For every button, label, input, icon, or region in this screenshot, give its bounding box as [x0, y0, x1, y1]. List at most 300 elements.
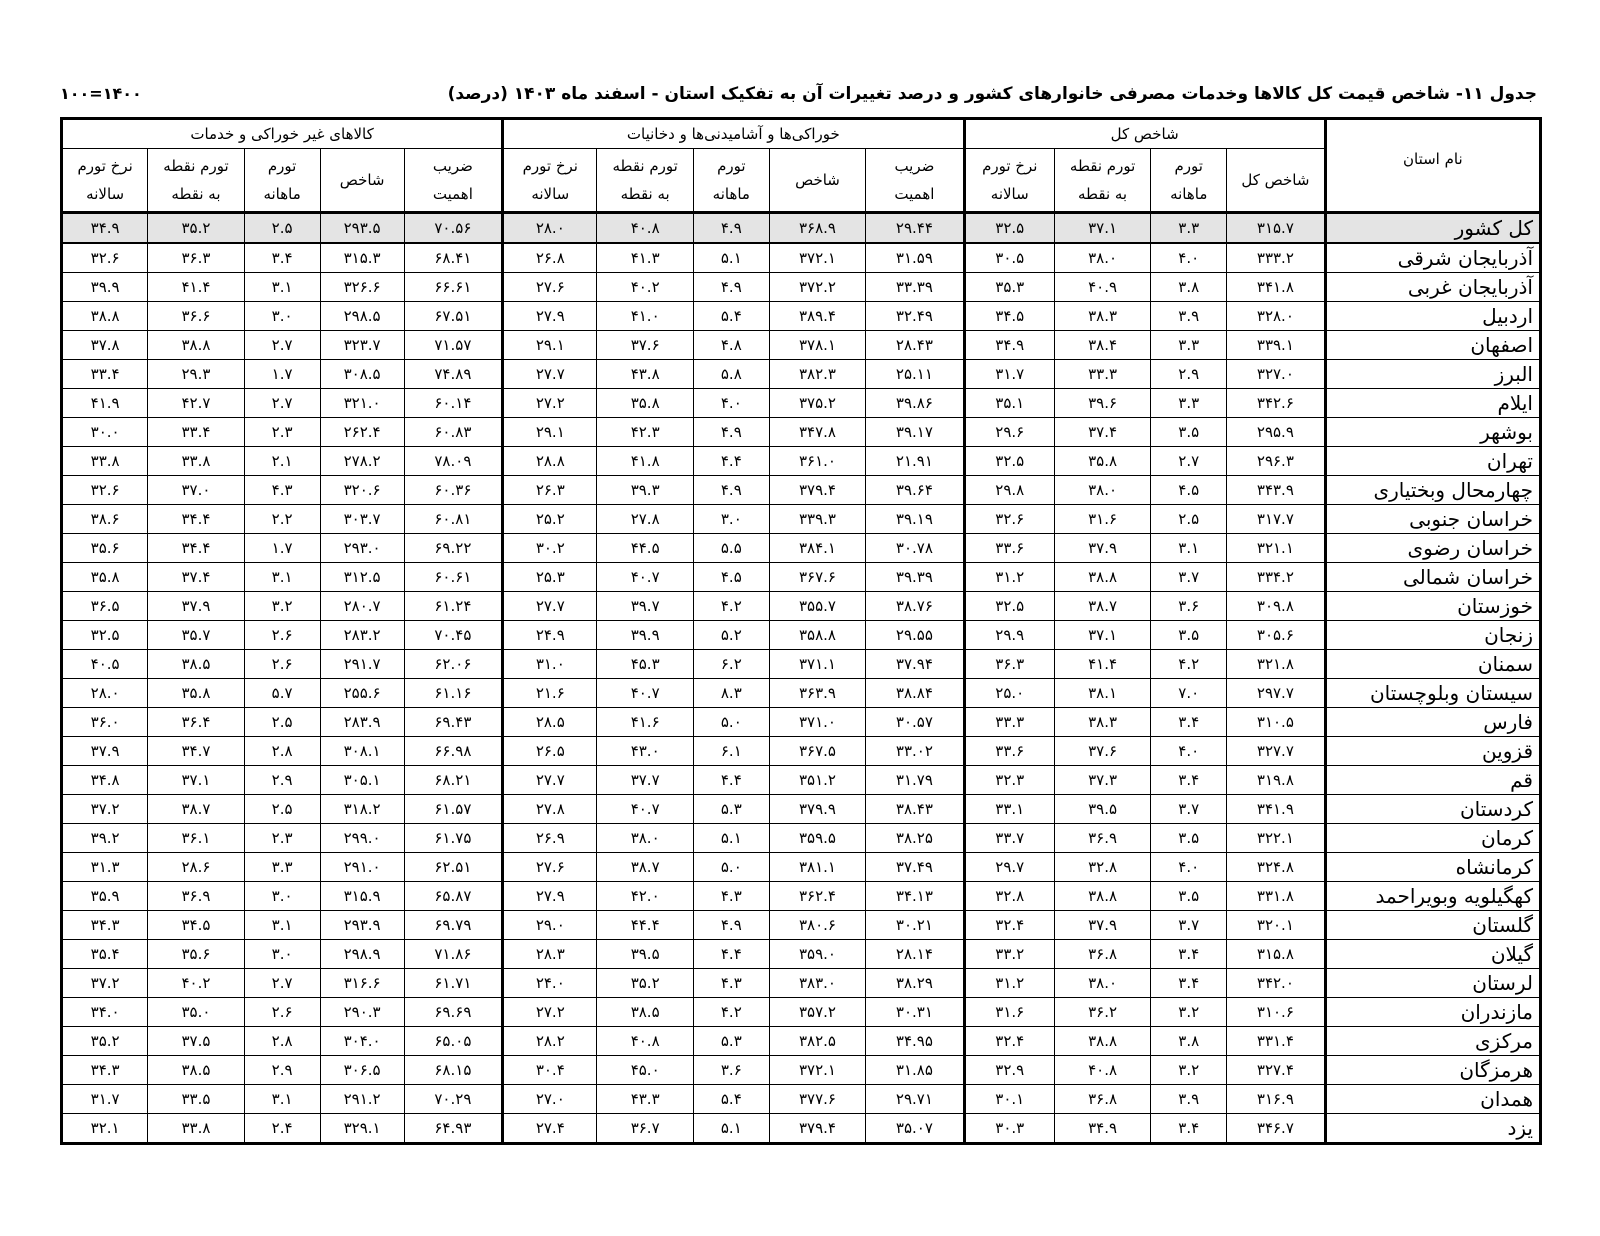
table-cell: ۳۴۷.۸ — [769, 418, 865, 447]
table-cell: ۳۶۸.۹ — [769, 213, 865, 244]
table-row — [62, 824, 1541, 853]
table-cell: ۳۷.۴ — [148, 563, 244, 592]
table-cell: ۳۹.۶ — [1054, 389, 1150, 418]
table-cell: ۲۸۰.۷ — [320, 592, 404, 621]
table-cell: ۲۷.۹ — [503, 882, 597, 911]
table-cell: ۳۹.۸۶ — [866, 389, 964, 418]
table-row — [62, 853, 1541, 882]
table-row — [62, 331, 1541, 360]
header-total-point: تورم نقطه به نقطه — [1054, 149, 1150, 213]
table-cell: ۳۴۳.۹ — [1227, 476, 1325, 505]
table-cell: ۴.۳ — [693, 969, 769, 998]
table-cell: ۳۳.۶ — [964, 534, 1054, 563]
table-cell: ۲۷.۸ — [503, 795, 597, 824]
table-cell: ۳۸.۸ — [148, 331, 244, 360]
table-cell: ۳۵.۸ — [62, 563, 148, 592]
table-cell: ۲۷.۷ — [503, 360, 597, 389]
table-cell: ۳۲۱.۸ — [1227, 650, 1325, 679]
table-cell: ۳۵۸.۸ — [769, 621, 865, 650]
table-cell: ۲۷.۶ — [503, 273, 597, 302]
province-name: سیستان وبلوچستان — [1325, 679, 1540, 708]
province-name: فارس — [1325, 708, 1540, 737]
table-cell: ۴۱.۹ — [62, 389, 148, 418]
table-cell: ۳۳.۶ — [964, 737, 1054, 766]
table-cell: ۵.۳ — [693, 795, 769, 824]
table-cell: ۲.۴ — [244, 1114, 320, 1144]
table-cell: ۲۹۸.۵ — [320, 302, 404, 331]
table-cell: ۳۳.۸ — [148, 447, 244, 476]
table-cell: ۳۱.۰ — [503, 650, 597, 679]
table-cell: ۳.۴ — [244, 243, 320, 273]
province-name: کرمانشاه — [1325, 853, 1540, 882]
table-cell: ۲.۳ — [244, 824, 320, 853]
table-cell: ۴۴.۵ — [597, 534, 693, 563]
table-cell: ۳۱.۶ — [964, 998, 1054, 1027]
table-cell: ۳۵.۴ — [62, 940, 148, 969]
table-cell: ۳۱.۳ — [62, 853, 148, 882]
table-cell: ۲۷۸.۲ — [320, 447, 404, 476]
table-cell: ۳۲۷.۷ — [1227, 737, 1325, 766]
table-cell: ۲۹.۰ — [503, 911, 597, 940]
table-cell: ۲۱.۶ — [503, 679, 597, 708]
table-cell: ۶.۲ — [693, 650, 769, 679]
table-cell: ۳.۶ — [1151, 592, 1227, 621]
table-cell: ۸.۳ — [693, 679, 769, 708]
table-cell: ۴۲.۰ — [597, 882, 693, 911]
table-cell: ۳۱۵.۳ — [320, 243, 404, 273]
table-cell: ۳۵.۷ — [148, 621, 244, 650]
table-cell: ۲۷.۶ — [503, 853, 597, 882]
table-cell: ۳۱۹.۸ — [1227, 766, 1325, 795]
province-name: ایلام — [1325, 389, 1540, 418]
table-cell: ۳.۱ — [244, 563, 320, 592]
table-cell: ۳۴۲.۶ — [1227, 389, 1325, 418]
table-cell: ۲.۹ — [244, 1056, 320, 1085]
table-cell: ۳.۳ — [1151, 213, 1227, 244]
table-cell: ۶۰.۱۴ — [404, 389, 502, 418]
table-cell: ۳۳۱.۴ — [1227, 1027, 1325, 1056]
table-cell: ۲۹.۳ — [148, 360, 244, 389]
table-cell: ۳۱۵.۹ — [320, 882, 404, 911]
table-cell: ۳۶.۶ — [148, 302, 244, 331]
header-total-annual: نرخ تورم سالانه — [964, 149, 1054, 213]
table-row — [62, 679, 1541, 708]
province-name: مازندران — [1325, 998, 1540, 1027]
table-cell: ۶.۱ — [693, 737, 769, 766]
table-cell: ۷۰.۲۹ — [404, 1085, 502, 1114]
table-cell: ۳۸.۳ — [1054, 302, 1150, 331]
table-row — [62, 534, 1541, 563]
table-row — [62, 795, 1541, 824]
province-name: خراسان رضوی — [1325, 534, 1540, 563]
province-name: خراسان جنوبی — [1325, 505, 1540, 534]
table-cell: ۲۹۳.۵ — [320, 213, 404, 244]
table-cell: ۳۰۸.۵ — [320, 360, 404, 389]
table-cell: ۳.۳ — [1151, 389, 1227, 418]
province-name: کهگیلویه وبویراحمد — [1325, 882, 1540, 911]
table-cell: ۲۸.۶ — [148, 853, 244, 882]
table-cell: ۳۲۳.۷ — [320, 331, 404, 360]
table-cell: ۳۵.۱ — [964, 389, 1054, 418]
table-cell: ۳۴.۹ — [1054, 1114, 1150, 1144]
table-cell: ۴۰.۲ — [148, 969, 244, 998]
table-cell: ۲.۵ — [1151, 505, 1227, 534]
table-cell: ۲۹۶.۳ — [1227, 447, 1325, 476]
table-cell: ۳۳.۴ — [148, 418, 244, 447]
table-cell: ۲۸.۴۳ — [866, 331, 964, 360]
table-cell: ۴۰.۸ — [597, 213, 693, 244]
table-cell: ۳۷.۴ — [1054, 418, 1150, 447]
header-group-food: خوراکی‌ها و آشامیدنی‌ها و دخانیات — [503, 119, 965, 149]
province-name: بوشهر — [1325, 418, 1540, 447]
table-cell: ۲.۱ — [244, 447, 320, 476]
table-cell: ۲۸۳.۲ — [320, 621, 404, 650]
header-nonfood-point: تورم نقطه به نقطه — [148, 149, 244, 213]
table-cell: ۳۸.۷ — [597, 853, 693, 882]
table-cell: ۲۶.۹ — [503, 824, 597, 853]
table-cell: ۳۳.۴ — [62, 360, 148, 389]
table-cell: ۳۰.۲ — [503, 534, 597, 563]
table-cell: ۳۷.۷ — [597, 766, 693, 795]
table-cell: ۳۳.۰۲ — [866, 737, 964, 766]
table-cell: ۳۳۱.۸ — [1227, 882, 1325, 911]
table-cell: ۳۲.۶ — [62, 476, 148, 505]
table-cell: ۳.۲ — [244, 592, 320, 621]
header-total-monthly: تورم ماهانه — [1151, 149, 1227, 213]
table-cell: ۳۷۲.۲ — [769, 273, 865, 302]
table-cell: ۳.۴ — [1151, 969, 1227, 998]
table-cell: ۳۱.۵۹ — [866, 243, 964, 273]
table-cell: ۳۰۳.۷ — [320, 505, 404, 534]
table-cell: ۳۶.۷ — [597, 1114, 693, 1144]
province-name: اصفهان — [1325, 331, 1540, 360]
table-cell: ۳۴.۷ — [148, 737, 244, 766]
table-cell: ۳۱۵.۸ — [1227, 940, 1325, 969]
table-cell: ۳۸.۰ — [1054, 243, 1150, 273]
table-cell: ۳۱.۷۹ — [866, 766, 964, 795]
table-cell: ۳۳۳.۲ — [1227, 243, 1325, 273]
table-cell: ۲۹.۵۵ — [866, 621, 964, 650]
table-cell: ۳۹.۲ — [62, 824, 148, 853]
table-cell: ۳۰۵.۱ — [320, 766, 404, 795]
table-cell: ۲۹۸.۹ — [320, 940, 404, 969]
table-cell: ۳۶.۲ — [1054, 998, 1150, 1027]
table-cell: ۴.۲ — [693, 592, 769, 621]
table-cell: ۳.۵ — [1151, 621, 1227, 650]
table-cell: ۲۸.۰ — [62, 679, 148, 708]
table-cell: ۳۶.۴ — [148, 708, 244, 737]
header-total-index: شاخص کل — [1227, 149, 1325, 213]
table-cell: ۳۷۹.۹ — [769, 795, 865, 824]
table-cell: ۴۱.۳ — [597, 243, 693, 273]
table-cell: ۶۸.۴۱ — [404, 243, 502, 273]
table-cell: ۲۹.۷ — [964, 853, 1054, 882]
table-cell: ۳۶۲.۴ — [769, 882, 865, 911]
table-cell: ۳۷.۰ — [148, 476, 244, 505]
table-cell: ۷۰.۴۵ — [404, 621, 502, 650]
table-cell: ۲.۹ — [1151, 360, 1227, 389]
table-cell: ۶۹.۲۲ — [404, 534, 502, 563]
table-cell: ۳۷.۹ — [1054, 911, 1150, 940]
table-cell: ۲۸.۲ — [503, 1027, 597, 1056]
table-cell: ۲۶.۸ — [503, 243, 597, 273]
table-row — [62, 737, 1541, 766]
table-cell: ۳۸.۸ — [62, 302, 148, 331]
table-row — [62, 940, 1541, 969]
table-cell: ۶۲.۵۱ — [404, 853, 502, 882]
table-cell: ۳۲.۴ — [964, 911, 1054, 940]
table-cell: ۳۸۳.۰ — [769, 969, 865, 998]
table-cell: ۳۲.۶ — [964, 505, 1054, 534]
table-row — [62, 998, 1541, 1027]
table-cell: ۳۹.۳۹ — [866, 563, 964, 592]
table-cell: ۶۵.۸۷ — [404, 882, 502, 911]
table-cell: ۳.۵ — [1151, 824, 1227, 853]
table-cell: ۳۷۸.۱ — [769, 331, 865, 360]
table-cell: ۳۴۱.۸ — [1227, 273, 1325, 302]
table-cell: ۳۷.۸ — [62, 331, 148, 360]
table-cell: ۳۹.۱۹ — [866, 505, 964, 534]
table-cell: ۳۸.۲۹ — [866, 969, 964, 998]
table-cell: ۲.۹ — [244, 766, 320, 795]
table-row — [62, 360, 1541, 389]
table-cell: ۳۶۷.۵ — [769, 737, 865, 766]
table-cell: ۳۱۸.۲ — [320, 795, 404, 824]
table-cell: ۳۰.۲۱ — [866, 911, 964, 940]
table-cell: ۳۳.۳۹ — [866, 273, 964, 302]
table-cell: ۲۷.۸ — [597, 505, 693, 534]
table-cell: ۳۸۹.۴ — [769, 302, 865, 331]
table-cell: ۲۵.۱۱ — [866, 360, 964, 389]
table-cell: ۵.۰ — [693, 708, 769, 737]
table-body — [62, 213, 1541, 1144]
table-cell: ۳۴.۰ — [62, 998, 148, 1027]
table-row — [62, 592, 1541, 621]
table-cell: ۴۳.۰ — [597, 737, 693, 766]
table-cell: ۳۸.۸ — [1054, 1027, 1150, 1056]
table-cell: ۵.۴ — [693, 1085, 769, 1114]
table-cell: ۲۹۷.۷ — [1227, 679, 1325, 708]
table-row — [62, 650, 1541, 679]
province-name: گیلان — [1325, 940, 1540, 969]
table-cell: ۴.۹ — [693, 911, 769, 940]
table-cell: ۶۲.۰۶ — [404, 650, 502, 679]
table-cell: ۶۱.۱۶ — [404, 679, 502, 708]
table-cell: ۳۷۱.۱ — [769, 650, 865, 679]
table-cell: ۳.۲ — [1151, 1056, 1227, 1085]
table-cell: ۳۷۲.۱ — [769, 243, 865, 273]
header-group-nonfood: کالاهای غیر خوراکی و خدمات — [62, 119, 503, 149]
table-cell: ۳.۸ — [1151, 1027, 1227, 1056]
table-cell: ۳۵.۲ — [148, 213, 244, 244]
table-row — [62, 1114, 1541, 1144]
table-cell: ۶۷.۵۱ — [404, 302, 502, 331]
table-cell: ۳۶۷.۶ — [769, 563, 865, 592]
table-cell: ۳۷۵.۲ — [769, 389, 865, 418]
table-cell: ۳۶۳.۹ — [769, 679, 865, 708]
table-cell: ۳۷.۲ — [62, 969, 148, 998]
table-cell: ۳۸.۰ — [1054, 476, 1150, 505]
table-cell: ۴۰.۸ — [597, 1027, 693, 1056]
table-cell: ۳۹.۵ — [1054, 795, 1150, 824]
table-cell: ۵.۱ — [693, 243, 769, 273]
table-cell: ۳۴.۴ — [148, 534, 244, 563]
table-cell: ۴.۹ — [693, 476, 769, 505]
table-cell: ۳۹.۱۷ — [866, 418, 964, 447]
table-cell: ۲۹۱.۰ — [320, 853, 404, 882]
table-cell: ۳.۸ — [1151, 273, 1227, 302]
table-cell: ۳۶.۱ — [148, 824, 244, 853]
table-cell: ۲.۸ — [244, 1027, 320, 1056]
table-cell: ۳۵۹.۰ — [769, 940, 865, 969]
table-cell: ۳۲۹.۱ — [320, 1114, 404, 1144]
table-cell: ۳۱۰.۶ — [1227, 998, 1325, 1027]
table-cell: ۴.۰ — [1151, 737, 1227, 766]
table-cell: ۳۴.۳ — [62, 911, 148, 940]
province-name: یزد — [1325, 1114, 1540, 1144]
table-cell: ۳۹.۹ — [62, 273, 148, 302]
table-cell: ۶۹.۶۹ — [404, 998, 502, 1027]
table-cell: ۳۱.۷ — [964, 360, 1054, 389]
table-row — [62, 1085, 1541, 1114]
table-cell: ۳۲.۸ — [1054, 853, 1150, 882]
cpi-province-table — [60, 117, 1542, 1145]
table-cell: ۴.۴ — [693, 940, 769, 969]
table-cell: ۳.۷ — [1151, 911, 1227, 940]
header-food-weight: ضریب اهمیت — [866, 149, 964, 213]
table-cell: ۵.۰ — [693, 853, 769, 882]
province-name: گلستان — [1325, 911, 1540, 940]
table-cell: ۲۵.۰ — [964, 679, 1054, 708]
table-cell: ۵.۲ — [693, 621, 769, 650]
table-cell: ۲۱.۹۱ — [866, 447, 964, 476]
table-cell: ۲۷.۷ — [503, 766, 597, 795]
table-cell: ۳۰.۴ — [503, 1056, 597, 1085]
table-cell: ۲.۷ — [1151, 447, 1227, 476]
table-cell: ۳۵۹.۵ — [769, 824, 865, 853]
table-cell: ۳.۵ — [1151, 418, 1227, 447]
table-cell: ۳۵.۶ — [148, 940, 244, 969]
table-cell: ۳۸.۴ — [1054, 331, 1150, 360]
table-cell: ۶۱.۲۴ — [404, 592, 502, 621]
table-cell: ۳.۱ — [244, 273, 320, 302]
table-cell: ۳۷۷.۶ — [769, 1085, 865, 1114]
table-row — [62, 621, 1541, 650]
table-cell: ۳۸.۵ — [148, 1056, 244, 1085]
table-cell: ۴۱.۶ — [597, 708, 693, 737]
table-cell: ۳۸.۱ — [1054, 679, 1150, 708]
table-cell: ۳۴.۹ — [964, 331, 1054, 360]
table-row — [62, 766, 1541, 795]
table-cell: ۳۹.۶۴ — [866, 476, 964, 505]
table-cell: ۳۷.۶ — [1054, 737, 1150, 766]
table-cell: ۳۴.۵ — [964, 302, 1054, 331]
table-cell: ۳۷.۳ — [1054, 766, 1150, 795]
table-cell: ۳۷۱.۰ — [769, 708, 865, 737]
table-cell: ۳.۷ — [1151, 795, 1227, 824]
table-cell: ۴۱.۸ — [597, 447, 693, 476]
table-cell: ۴.۰ — [1151, 243, 1227, 273]
table-cell: ۴۰.۸ — [1054, 1056, 1150, 1085]
table-cell: ۳۸۲.۳ — [769, 360, 865, 389]
table-cell: ۳۸.۸ — [1054, 882, 1150, 911]
table-cell: ۶۰.۸۳ — [404, 418, 502, 447]
table-cell: ۳۲۷.۴ — [1227, 1056, 1325, 1085]
table-cell: ۴.۳ — [693, 882, 769, 911]
table-cell: ۲۷.۷ — [503, 592, 597, 621]
province-name: همدان — [1325, 1085, 1540, 1114]
table-cell: ۴.۴ — [693, 766, 769, 795]
table-cell: ۴۰.۲ — [597, 273, 693, 302]
table-row — [62, 505, 1541, 534]
table-cell: ۳۶.۸ — [1054, 940, 1150, 969]
table-cell: ۳۸۴.۱ — [769, 534, 865, 563]
table-cell: ۳۷.۵ — [148, 1027, 244, 1056]
table-cell: ۳۴۶.۷ — [1227, 1114, 1325, 1144]
table-cell: ۴.۰ — [1151, 853, 1227, 882]
table-cell: ۳۷.۹ — [62, 737, 148, 766]
table-cell: ۳۷۹.۴ — [769, 476, 865, 505]
table-cell: ۳۷۹.۴ — [769, 1114, 865, 1144]
table-cell: ۳۳۴.۲ — [1227, 563, 1325, 592]
table-cell: ۳۲۶.۶ — [320, 273, 404, 302]
table-cell: ۲۹.۱ — [503, 418, 597, 447]
table-cell: ۶۱.۷۱ — [404, 969, 502, 998]
table-cell: ۳۶.۰ — [62, 708, 148, 737]
table-cell: ۳۶.۸ — [1054, 1085, 1150, 1114]
table-cell: ۲.۶ — [244, 650, 320, 679]
table-cell: ۳.۷ — [1151, 563, 1227, 592]
table-cell: ۴۰.۷ — [597, 795, 693, 824]
table-cell: ۳۳.۸ — [148, 1114, 244, 1144]
table-cell: ۲۴.۹ — [503, 621, 597, 650]
table-cell: ۶۹.۴۳ — [404, 708, 502, 737]
table-cell: ۳۵.۳ — [964, 273, 1054, 302]
table-cell: ۴۴.۴ — [597, 911, 693, 940]
table-cell: ۳۵.۰۷ — [866, 1114, 964, 1144]
header-nonfood-weight: ضریب اهمیت — [404, 149, 502, 213]
table-row — [62, 213, 1541, 244]
table-cell: ۳.۵ — [1151, 882, 1227, 911]
table-cell: ۳.۱ — [244, 911, 320, 940]
header-food-point: تورم نقطه به نقطه — [597, 149, 693, 213]
table-cell: ۳۵.۹ — [62, 882, 148, 911]
table-cell: ۶۸.۲۱ — [404, 766, 502, 795]
table-cell: ۳۷.۹ — [1054, 534, 1150, 563]
table-cell: ۳۹.۳ — [597, 476, 693, 505]
table-cell: ۵.۱ — [693, 824, 769, 853]
table-cell: ۲۹۱.۷ — [320, 650, 404, 679]
table-cell: ۳۸.۸ — [1054, 563, 1150, 592]
table-cell: ۳۱۲.۵ — [320, 563, 404, 592]
table-cell: ۳.۳ — [1151, 331, 1227, 360]
table-cell: ۳۹.۵ — [597, 940, 693, 969]
table-cell: ۲۹.۸ — [964, 476, 1054, 505]
table-cell: ۳۲۱.۱ — [1227, 534, 1325, 563]
table-cell: ۲.۶ — [244, 998, 320, 1027]
table-cell: ۲۷.۲ — [503, 389, 597, 418]
table-cell: ۳۸۱.۱ — [769, 853, 865, 882]
table-cell: ۴۵.۰ — [597, 1056, 693, 1085]
table-cell: ۲.۷ — [244, 331, 320, 360]
table-cell: ۶۵.۰۵ — [404, 1027, 502, 1056]
table-cell: ۳۲۷.۰ — [1227, 360, 1325, 389]
table-cell: ۳۸.۶ — [62, 505, 148, 534]
table-cell: ۳۰۵.۶ — [1227, 621, 1325, 650]
table-cell: ۷۸.۰۹ — [404, 447, 502, 476]
table-title: جدول ۱۱- شاخص قیمت کل کالاها وخدمات مصرفی خانوارهای کشور و درصد تغییرات آن به تفکیک استان - اسفند ماه ۱۴۰۳ (درصد) — [447, 84, 1537, 104]
table-cell: ۳۰.۳ — [964, 1114, 1054, 1144]
